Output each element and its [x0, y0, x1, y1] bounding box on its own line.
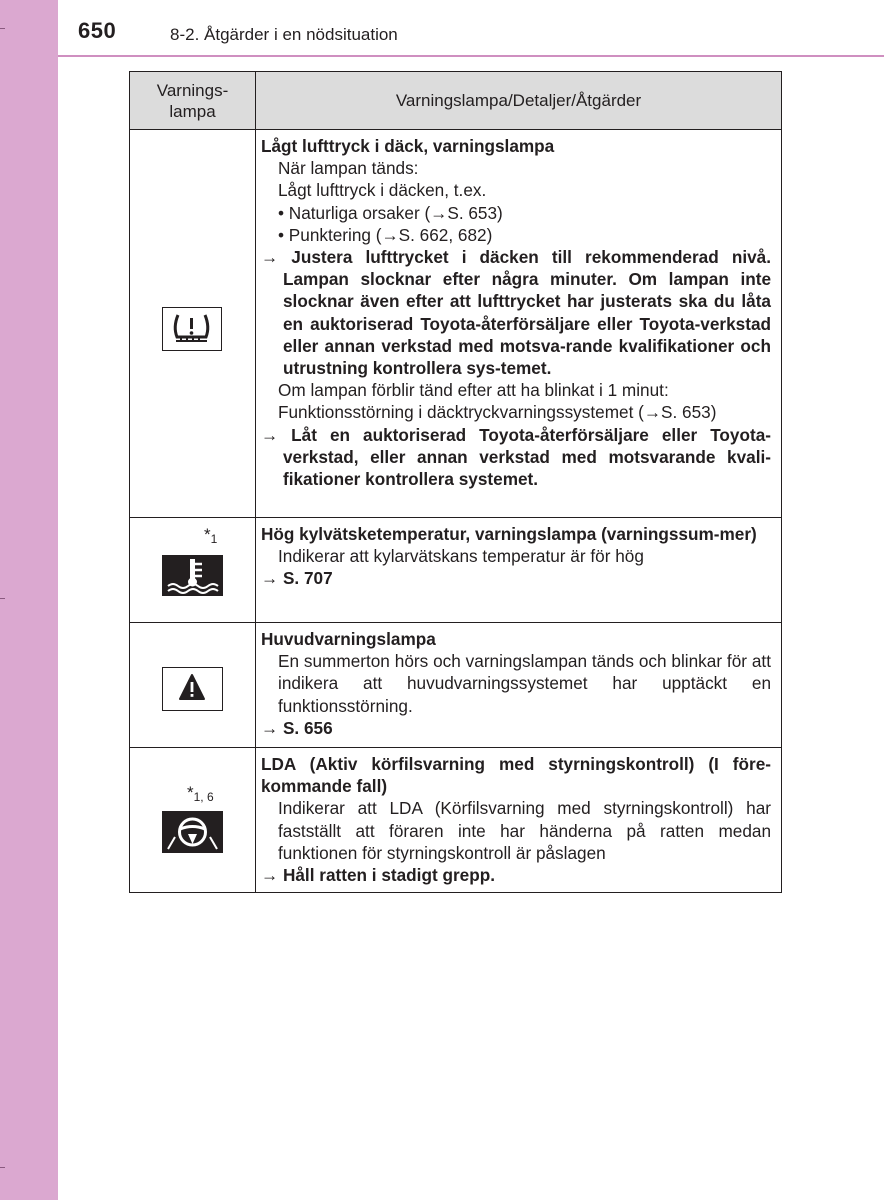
steering-wheel-hands-off-icon [162, 811, 223, 853]
detail-line: Lågt lufttryck i däcken, t.ex. [278, 180, 487, 201]
warning-lamp-table [129, 71, 782, 893]
header-rule [58, 55, 884, 57]
detail-line: Indikerar att kylarvätskans temperatur är för hög [278, 546, 644, 567]
detail-line: Indikerar att LDA (Körfilsvarning med styrningskontroll) har fastställt att föraren inte har händerna på ratten medan funktionen för styrningskontroll är påslagen [278, 798, 771, 863]
column-header-lamp [130, 72, 256, 130]
lamp-cell [130, 518, 256, 623]
detail-line: Funktionsstörning i däcktryckvarningssystemet (→S. 653) [278, 402, 717, 423]
detail-line: En summerton hörs och varningslampan tänds och blinkar för att indikera att huvudvarningssystemet har upptäckt en funktionsstörning. [278, 651, 771, 716]
action-text: → S. 656 [261, 717, 333, 738]
detail-line: När lampan tänds: [278, 158, 419, 179]
column-header-details: Varningslampa/Detaljer/Åtgärder [256, 72, 782, 130]
bullet-item: • Punktering (→S. 662, 682) [278, 224, 493, 245]
margin-tick [0, 598, 5, 599]
action-text: → S. 707 [261, 568, 333, 589]
chapter-sidebar-tab [0, 0, 58, 1200]
bullet-item: • Naturliga orsaker (→S. 653) [278, 202, 503, 223]
action-text: → Håll ratten i stadigt grepp. [261, 865, 495, 886]
column-header-lamp-line2: lampa [169, 101, 216, 121]
details-cell [256, 130, 782, 518]
details-cell [256, 748, 782, 893]
action-text: → Låt en auktoriserad Toyota-återförsäljare eller Toyota-verkstad, eller annan verkstad med motsvarande kvali-fikationer kontrollera systemet. [261, 424, 771, 490]
detail-line: Om lampan förblir tänd efter att ha blinkat i 1 minut: [278, 380, 669, 401]
details-cell [256, 623, 782, 748]
details-cell [256, 518, 782, 623]
footnote-marker: $*_1$ [204, 525, 218, 546]
master-warning-icon [162, 667, 223, 711]
margin-tick [0, 28, 5, 29]
footnote-marker: $*_{1, 6}$ [187, 783, 214, 804]
page-number: 650 [78, 18, 117, 43]
lamp-cell [130, 130, 256, 518]
tire-pressure-warning-icon [162, 307, 222, 351]
coolant-temperature-icon [162, 555, 223, 596]
row-title: Lågt lufttryck i däck, varningslampa [261, 136, 555, 156]
row-title: Huvudvarningslampa [261, 629, 436, 649]
lamp-cell [130, 623, 256, 748]
table-row [130, 130, 782, 518]
row-title: LDA (Aktiv körfilsvarning med styrningskontroll) (I före-kommande fall) [261, 754, 771, 797]
table-row [130, 748, 782, 893]
margin-tick [0, 1167, 5, 1168]
section-title: 8-2. Åtgärder i en nödsituation [170, 25, 398, 44]
table-row [130, 518, 782, 623]
table-row [130, 623, 782, 748]
action-text: → Justera lufttrycket i däcken till rekommenderad nivå. Lampan slocknar efter några minuter. Om lampan inte slocknar även efter att lufttrycket har justerats ska du låta en auktoriserad Toyota-återförsäljare eller Toyota-verkstad eller annan verkstad med motsva-rande kvalifikationer och utrustning kontrollera sys-temet. [261, 247, 771, 379]
column-header-lamp-line1: Varnings- [156, 80, 229, 100]
lamp-cell [130, 748, 256, 893]
table-header-row [130, 72, 782, 130]
row-title: Hög kylvätsketemperatur, varningslampa (varningssum-mer) [261, 524, 757, 544]
